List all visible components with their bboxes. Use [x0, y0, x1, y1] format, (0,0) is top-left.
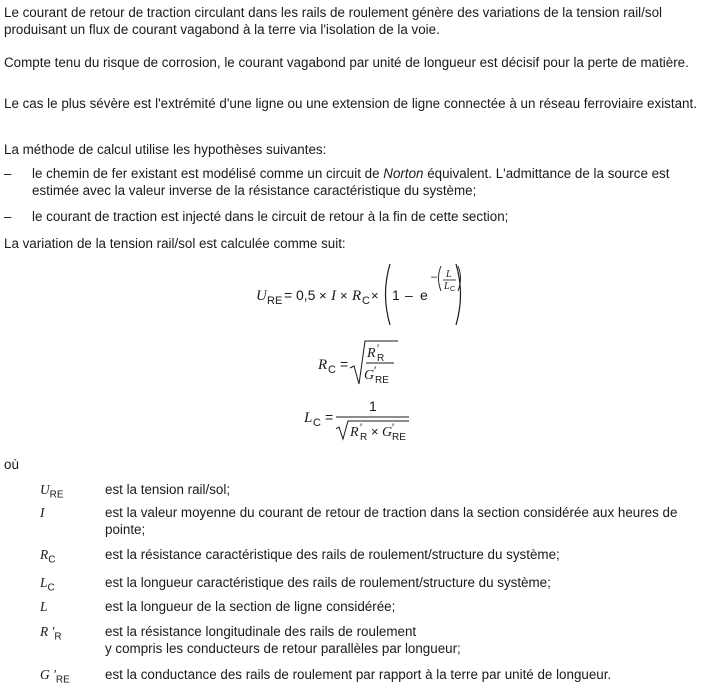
- ure-rc-subscript: C: [362, 295, 370, 307]
- rc-denominator-symbol: G: [364, 368, 375, 383]
- lc-lhs-subscript: C: [313, 417, 321, 429]
- definition-text: est la tension rail/sol;: [105, 482, 231, 497]
- ure-exp-denominator-subscript: C: [450, 286, 456, 293]
- paragraph-intro: Le courant de retour de traction circulant dans les rails de roulement génère des variations de la tension rail/sol produisant un flux de courant vagabond à la terre via l'isolation de la voie.: [4, 5, 662, 37]
- ure-exp-numerator: L: [446, 269, 452, 280]
- rc-lhs-symbol: R: [318, 357, 328, 373]
- lc-times: ×: [371, 424, 379, 439]
- rc-denominator-subscript: RE: [375, 375, 389, 386]
- bullet-text-end: équivalent. L'admittance de la source est estimée avec la valeur inverse de la résistance caractéristique du système;: [32, 166, 670, 198]
- symbol-letter: R ': [40, 624, 55, 639]
- definition-symbol: [40, 623, 62, 646]
- equation-rc: [0, 338, 711, 386]
- ure-one: 1: [392, 287, 400, 303]
- ure-rc-symbol: R: [352, 288, 362, 304]
- bullet-text: le chemin de fer existant est modélisé comme un circuit de: [32, 166, 384, 181]
- lc-r-symbol: R: [350, 425, 359, 440]
- symbol-subscript: RE: [55, 674, 70, 686]
- definition-text: est la résistance longitudinale des rails de roulement y compris les conducteurs de retour parallèles par longueur;: [105, 624, 461, 656]
- symbol-subscript: R: [54, 631, 62, 643]
- rc-numerator-prime: ′: [377, 343, 380, 355]
- ure-coefficient: 0,5: [296, 287, 316, 303]
- rc-denominator-prime: ′: [374, 365, 377, 377]
- bullet-dash: –: [4, 209, 12, 224]
- equation-ure: [0, 258, 711, 328]
- definition-text: est la longueur de la section de ligne considérée;: [105, 599, 396, 614]
- symbol-letter: G ': [40, 667, 56, 682]
- lc-lhs-symbol: L: [304, 410, 313, 426]
- ure-exp-left-paren: [439, 266, 442, 291]
- paragraph-corrosion: Compte tenu du risque de corrosion, le courant vagabond par unité de longueur est décisif pour la perte de matière.: [4, 55, 689, 70]
- rc-numerator-subscript: R: [377, 353, 385, 364]
- definition-text: est la résistance caractéristique des rails de roulement/structure du système;: [105, 547, 560, 562]
- lc-g-subscript: RE: [392, 432, 406, 443]
- equation-lc-svg: [0, 395, 711, 445]
- ure-exponential-e: e: [420, 287, 428, 303]
- symbol-letter: I: [40, 505, 45, 520]
- equation-rc-svg: [0, 338, 711, 386]
- symbol-letter: L: [40, 575, 48, 590]
- definition-symbol: [40, 666, 70, 689]
- paragraph-severe-case: Le cas le plus sévère est l'extrémité d'une ligne ou une extension de ligne connectée à un réseau ferroviaire existant.: [4, 96, 697, 111]
- symbol-subscript: RE: [49, 489, 64, 501]
- ure-times-3: ×: [371, 288, 379, 303]
- lc-g-symbol: G: [382, 425, 393, 440]
- lc-r-subscript: R: [360, 432, 368, 443]
- where-label: où: [4, 457, 19, 472]
- ure-times-2: ×: [340, 288, 348, 303]
- definition-text: est la longueur caractéristique des rails de roulement/structure du système;: [105, 575, 551, 590]
- ure-left-paren: [386, 264, 391, 325]
- bullet-italic-term: Norton: [383, 166, 424, 181]
- rc-equals: =: [340, 356, 349, 372]
- rc-lhs-subscript: C: [328, 364, 336, 376]
- paragraph-calc-intro: La variation de la tension rail/sol est calculée comme suit:: [4, 236, 346, 251]
- ure-exp-denominator-symbol: L: [444, 281, 450, 292]
- ure-exp-minus: –: [431, 271, 438, 283]
- paragraph-method: La méthode de calcul utilise les hypothèses suivantes:: [4, 142, 327, 157]
- lc-equals: =: [325, 409, 334, 425]
- symbol-letter: R: [40, 547, 49, 562]
- ure-equals: =: [284, 287, 293, 303]
- symbol-letter: U: [40, 482, 50, 497]
- definition-symbol: [40, 546, 55, 569]
- bullet-text: le courant de traction est injecté dans le circuit de retour à la fin de cette section;: [32, 209, 509, 224]
- definition-symbol: [40, 574, 55, 597]
- ure-times-1: ×: [319, 288, 327, 303]
- definition-symbol: [40, 504, 44, 521]
- equation-ure-svg: [0, 258, 711, 328]
- ure-minus: –: [405, 287, 413, 303]
- definition-symbol: [40, 598, 47, 615]
- rc-numerator-symbol: R: [367, 346, 376, 361]
- ure-lhs-symbol: U: [256, 288, 267, 304]
- definition-symbol: [40, 481, 64, 504]
- symbol-subscript: C: [47, 582, 55, 594]
- lc-r-prime: ′: [360, 422, 363, 434]
- ure-lhs-subscript: RE: [267, 295, 283, 307]
- lc-numerator: 1: [369, 398, 377, 414]
- definition-text: est la conductance des rails de roulement par rapport à la terre par unité de longueur.: [105, 667, 612, 682]
- lc-g-prime: ′: [392, 422, 395, 434]
- ure-current-symbol: I: [331, 288, 336, 304]
- symbol-subscript: C: [48, 554, 56, 566]
- bullet-dash: –: [4, 166, 12, 181]
- equation-lc: [0, 395, 711, 445]
- symbol-letter: L: [40, 599, 48, 614]
- definition-text: est la valeur moyenne du courant de retour de traction dans la section considérée aux heures de pointe;: [105, 505, 678, 537]
